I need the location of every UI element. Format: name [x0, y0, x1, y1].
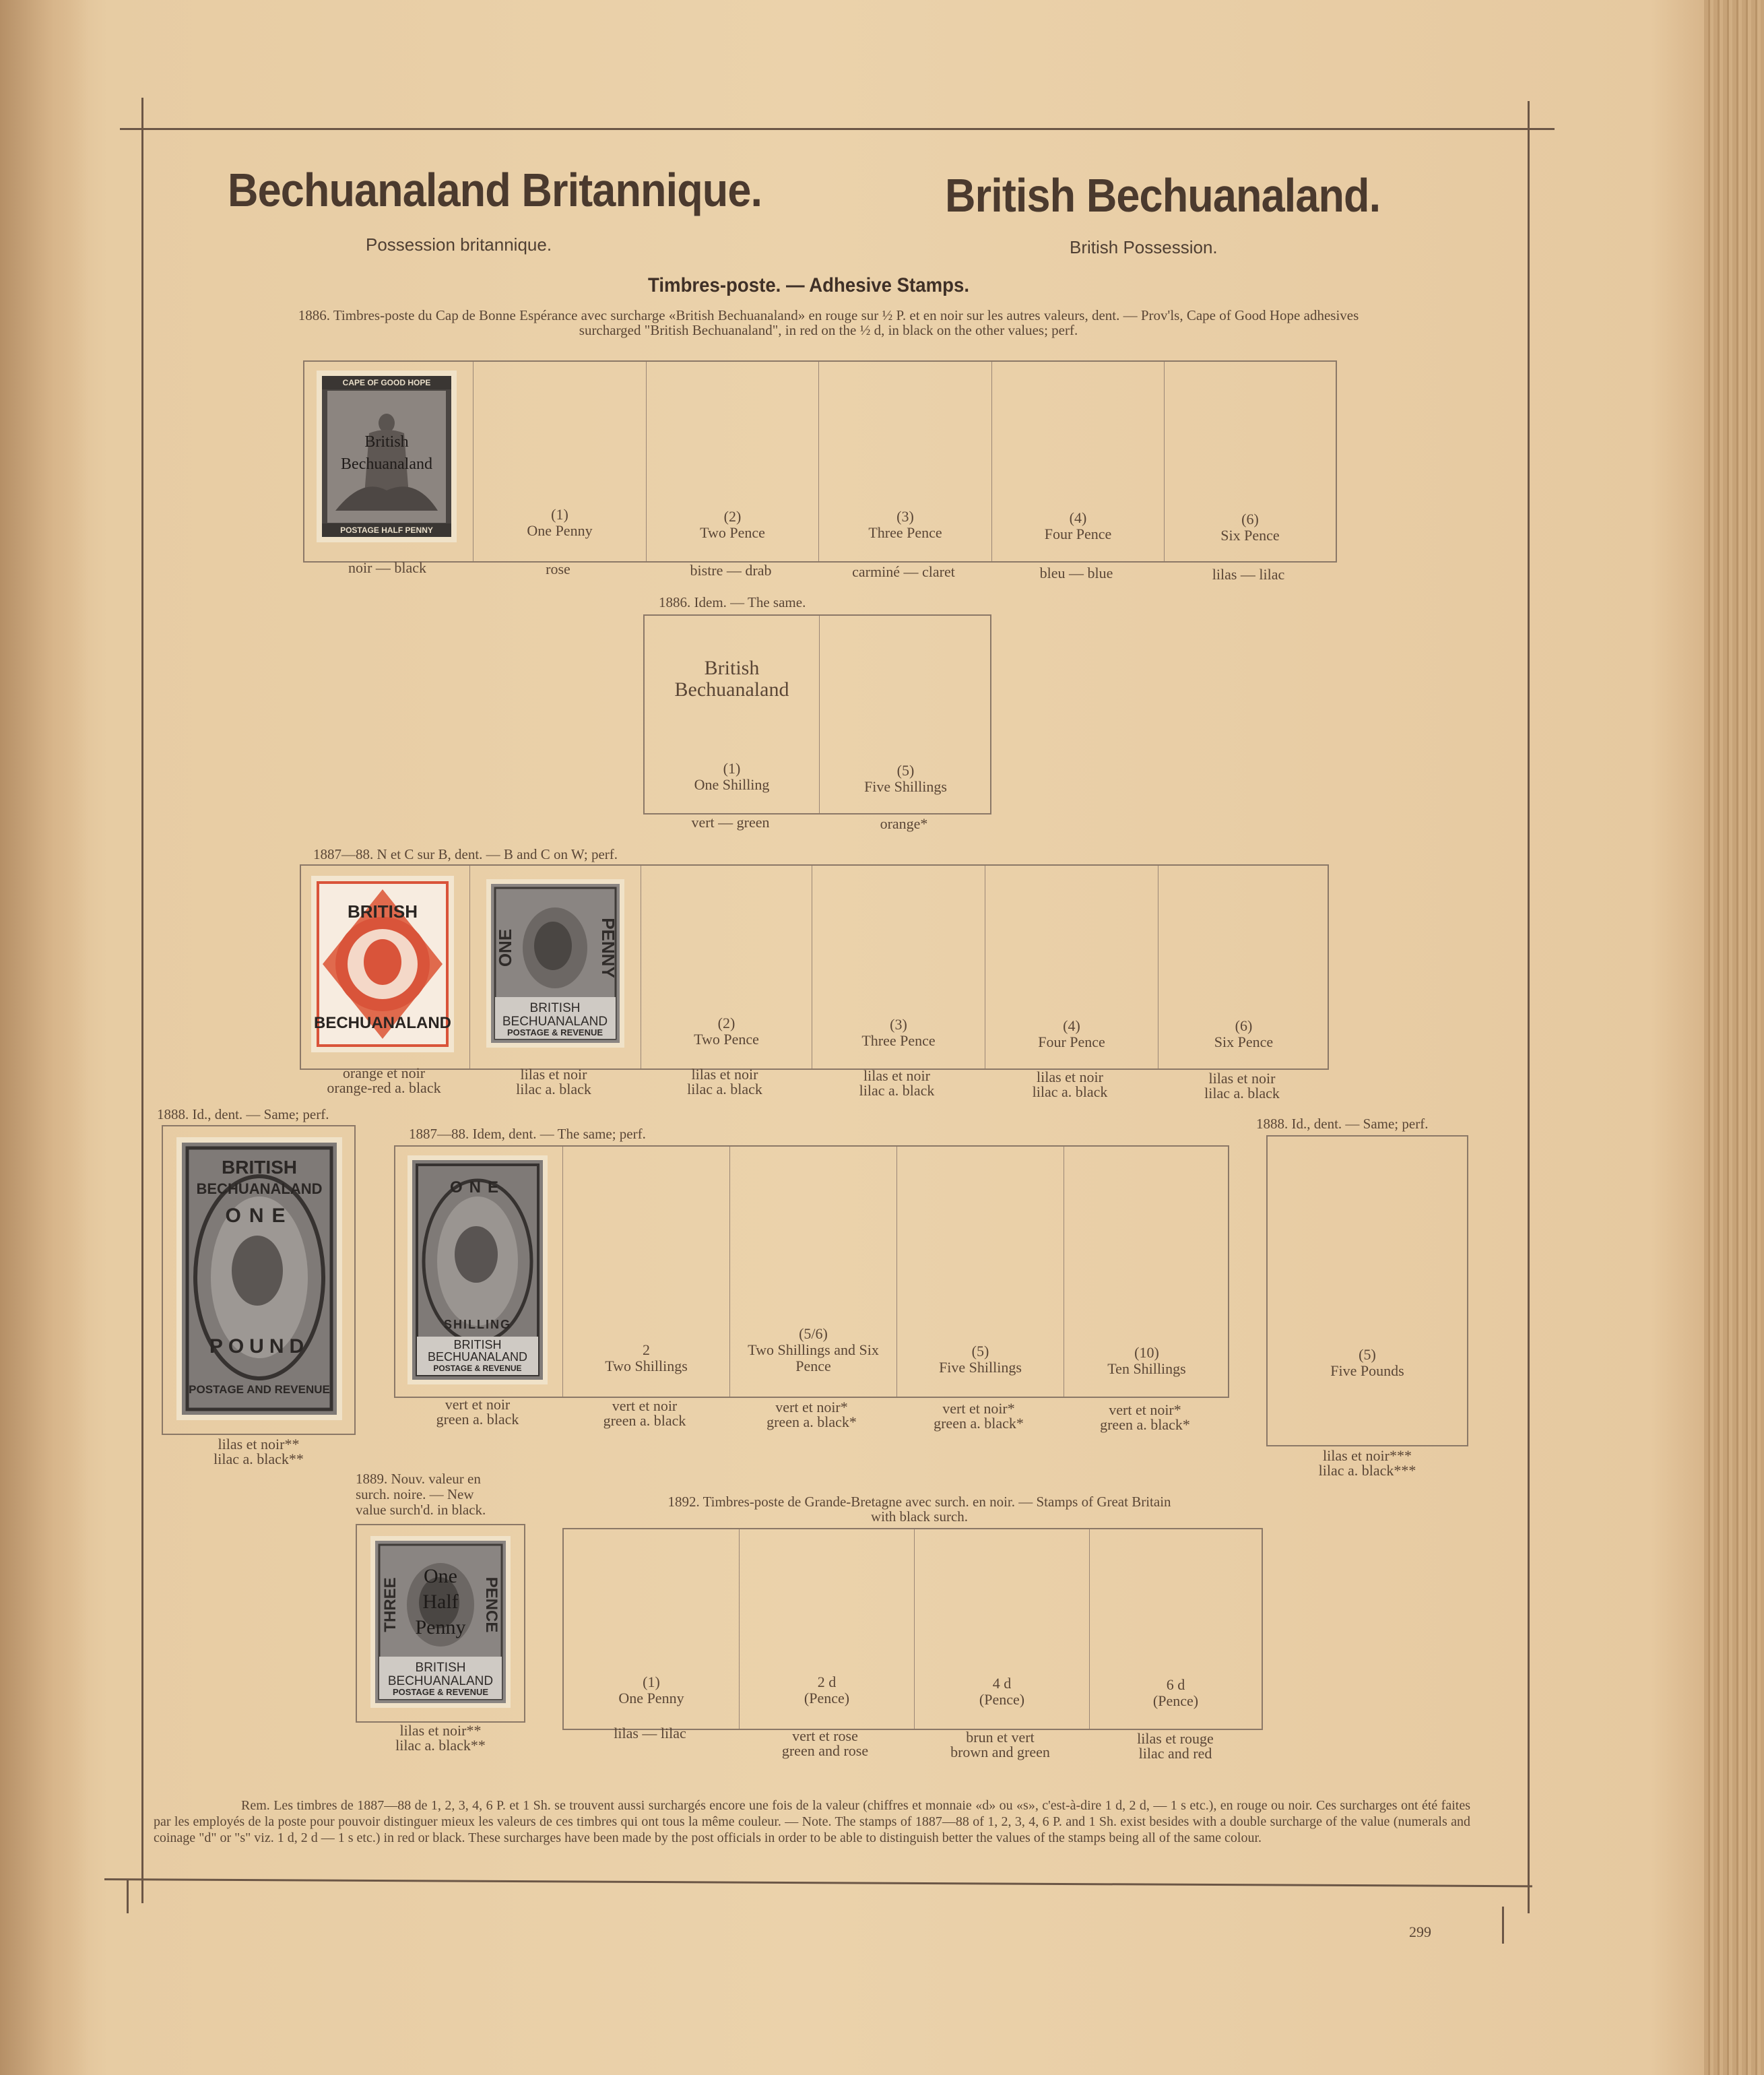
stamp-surcharge: Penny — [415, 1616, 466, 1638]
stamp-right-text: PENCE — [482, 1576, 500, 1633]
color-label: noir — black — [348, 559, 427, 576]
color-label: lilas et noir lilac a. black — [1032, 1068, 1108, 1100]
stamp-overprint-bottom: BECHUANALAND — [314, 1014, 451, 1032]
stamp-cape-halfpenny — [317, 371, 457, 542]
stamp-space: 2 d (Pence) — [739, 1529, 914, 1729]
color-label: vert et noir* green a. black* — [1100, 1401, 1190, 1433]
title-french: Bechuanaland Britannique. — [228, 164, 762, 216]
frame-corner-bl — [127, 1880, 129, 1913]
stamp-space: (2) Two Pence — [641, 866, 812, 1068]
stamp-space: (4) Four Pence — [991, 362, 1164, 561]
stamp-space: (5) Five Shillings — [896, 1147, 1064, 1397]
issue-1888-pound-note: 1888. Id., dent. — Same; perf. — [157, 1106, 329, 1122]
stamp-space: 4 d (Pence) — [914, 1529, 1089, 1729]
stamp-top-text: CAPE OF GOOD HOPE — [342, 378, 431, 387]
issue-1886-idem-row — [643, 614, 991, 815]
stamp-space: (5/6) Two Shillings and Six Pence — [729, 1147, 896, 1397]
stamp-overprint-2: Bechuanaland — [341, 455, 432, 473]
color-label: lilas et noir** lilac a. black** — [214, 1436, 304, 1467]
stamp-image — [322, 376, 451, 537]
stamp-text: BRITISH — [453, 1338, 502, 1351]
stamp-space: (5) Five Shillings — [819, 616, 991, 813]
issue-1886-row — [303, 360, 1337, 563]
page-number: 299 — [1409, 1923, 1431, 1940]
issue-1887-row — [300, 864, 1329, 1070]
stamp-image — [375, 1541, 506, 1703]
issue-1888-five-box: (5) Five Pounds — [1266, 1135, 1468, 1446]
stamp-overprint-top: BRITISH — [348, 901, 418, 922]
stamp-text: BECHUANALAND — [427, 1350, 528, 1364]
color-label: vert et noir* green a. black* — [934, 1400, 1024, 1432]
issue-1886-idem-note: 1886. Idem. — The same. — [659, 594, 806, 610]
stamp-text: POSTAGE & REVENUE — [392, 1687, 489, 1697]
color-label: vert et noir* green a. black* — [766, 1399, 857, 1430]
stamp-text: BECHUANALAND — [196, 1180, 323, 1197]
stamp-space: British Bechuanaland (1) One Shilling — [674, 657, 789, 793]
color-label: brun et vert brown and green — [950, 1729, 1050, 1760]
stamp-left-text: ONE — [495, 928, 515, 967]
stamp-image — [491, 884, 620, 1043]
stamp-space: 2 Two Shillings — [562, 1147, 729, 1397]
frame-right — [1528, 101, 1530, 1913]
stamp-space: 6 d (Pence) — [1089, 1529, 1262, 1729]
stamp-image — [182, 1143, 337, 1415]
color-label: vert et rose green and rose — [781, 1727, 869, 1759]
color-label: orange* — [880, 815, 928, 832]
stamp-text: POSTAGE & REVENUE — [507, 1027, 603, 1038]
issue-1888-five-note: 1888. Id., dent. — Same; perf. — [1256, 1116, 1429, 1132]
stamp-text: BRITISH — [415, 1661, 466, 1675]
color-label: lilas et noir lilac a. black — [859, 1067, 935, 1099]
issue-1892-row — [562, 1528, 1263, 1730]
stamp-left-text: THREE — [381, 1577, 399, 1632]
stamp-image — [412, 1160, 543, 1380]
stamp-space: (1) One Penny — [473, 362, 646, 561]
overprint-text: British — [704, 657, 760, 679]
stamp-space: (10) Ten Shillings — [1064, 1147, 1229, 1397]
color-label: lilas et rouge lilac and red — [1137, 1730, 1214, 1762]
stamp-text: BECHUANALAND — [387, 1674, 494, 1688]
stamp-text: POSTAGE AND REVENUE — [189, 1383, 330, 1396]
stamp-space: (3) Three Pence — [812, 866, 985, 1068]
book-gutter — [0, 0, 88, 2075]
stamp-one-shilling — [407, 1155, 548, 1384]
color-label: orange et noir orange-red a. black — [327, 1064, 441, 1096]
frame-left — [141, 98, 143, 1903]
subtitle-english: British Possession. — [1070, 237, 1218, 257]
color-label: vert et noir green a. black — [436, 1396, 519, 1428]
stamp-text: POSTAGE & REVENUE — [433, 1364, 522, 1373]
stamp-text: ONE — [225, 1205, 294, 1227]
title-english: British Bechuanaland. — [945, 169, 1381, 222]
issue-1887-note: 1887—88. N et C sur B, dent. — B and C on W; perf. — [313, 846, 618, 862]
issue-1886-note: 1886. Timbres-poste du Cap de Bonne Espérance avec surcharge «British Bechuanaland» en rouge sur ½ P. et en noir sur les autres valeurs, dent. — Prov'ls, Cape of Good Hope adhesives surcharged "British Bechuanaland", in red on the ½ d, in black on the other values; perf. — [298, 307, 1359, 338]
stamp-surcharge: Half — [422, 1591, 459, 1613]
stamp-text: BECHUANALAND — [502, 1015, 608, 1029]
stamp-text: BRITISH — [529, 1001, 581, 1015]
subtitle-french: Possession britannique. — [366, 234, 552, 255]
stamp-image — [311, 876, 454, 1052]
color-label: bleu — blue — [1039, 565, 1113, 581]
color-label: lilas et noir lilac a. black — [1204, 1070, 1280, 1102]
stamp-right-text: PENNY — [598, 918, 618, 978]
color-label: lilas et noir lilac a. black — [516, 1066, 591, 1097]
remark-note: Rem. Les timbres de 1887—88 de 1, 2, 3, 4, 6 P. et 1 Sh. se trouvent aussi surchargés encore une fois de la valeur (chiffres et monnaie «d» ou «s», c'est-à-dire 1 d, 2 d, — 1 s etc.), en rouge ou noir. Ces surcharges ont été faites par les employés de la poste pour pouvoir distinguer mieux les valeurs de ces timbres qui ont tous la même couleur. — Note. The stamps of 1887—88 of 1, 2, 3, 4, 6 P. and 1 Sh. exist besides with a double surcharge of the value (numerals and coinage "d" or "s" viz. 1 d, 2 d — 1 s etc.) in red or black. These surcharges have been made by the post officials in order to be able to distinguish better the values of the stamps being all of the same colour. — [154, 1798, 1470, 1845]
color-label: vert et noir green a. black — [603, 1397, 686, 1429]
frame-top — [120, 128, 1555, 130]
stamp-text: BRITISH — [222, 1157, 297, 1178]
stamp-bottom-text: POSTAGE HALF PENNY — [340, 525, 433, 535]
color-label: carminé — claret — [852, 563, 955, 580]
overprint-text: Bechuanaland — [674, 678, 789, 701]
issue-1887-shilling-note: 1887—88. Idem, dent. — The same; perf. — [409, 1126, 646, 1142]
stamp-one-penny — [486, 879, 624, 1048]
stamp-space: (3) Three Pence — [818, 362, 991, 561]
stamp-space: (6) Six Pence — [1164, 362, 1336, 561]
stamp-text: POUND — [209, 1335, 310, 1358]
section-heading: Timbres-poste. — Adhesive Stamps. — [648, 274, 970, 296]
stamp-space: (2) Two Pence — [646, 362, 818, 561]
color-label: lilas et noir** lilac a. black** — [395, 1722, 486, 1754]
stamp-overprint-1: British — [364, 433, 409, 451]
color-label: vert — green — [691, 814, 770, 831]
stamp-text: ONE — [449, 1178, 506, 1196]
stamp-three-pence-surcharged — [370, 1536, 511, 1708]
stamp-halfpenny-red — [311, 876, 454, 1052]
stamp-surcharge: One — [424, 1565, 457, 1587]
issue-1889-note: 1889. Nouv. valeur en surch. noire. — New value surch'd. in black. — [356, 1471, 486, 1518]
stamp-space: (4) Four Pence — [985, 866, 1158, 1068]
stamp-one-pound — [176, 1137, 342, 1420]
color-label: lilas et noir lilac a. black — [687, 1066, 762, 1097]
stamp-text: SHILLING — [444, 1318, 511, 1331]
stamp-space: (1) One Penny — [618, 1673, 684, 1706]
stamp-space: (6) Six Pence — [1158, 866, 1329, 1068]
page-edges — [1704, 0, 1764, 2075]
color-label: bistre — drab — [690, 562, 772, 579]
frame-corner-br — [1502, 1907, 1504, 1944]
color-label: rose — [546, 561, 570, 577]
issue-1892-note: 1892. Timbres-poste de Grande-Bretagne avec surch. en noir. — Stamps of Great Britain with black surch. — [667, 1494, 1171, 1525]
color-label: lilas — lilac — [614, 1725, 686, 1742]
color-label: lilas et noir*** lilac a. black*** — [1318, 1447, 1416, 1479]
color-label: lilas — lilac — [1212, 566, 1285, 583]
